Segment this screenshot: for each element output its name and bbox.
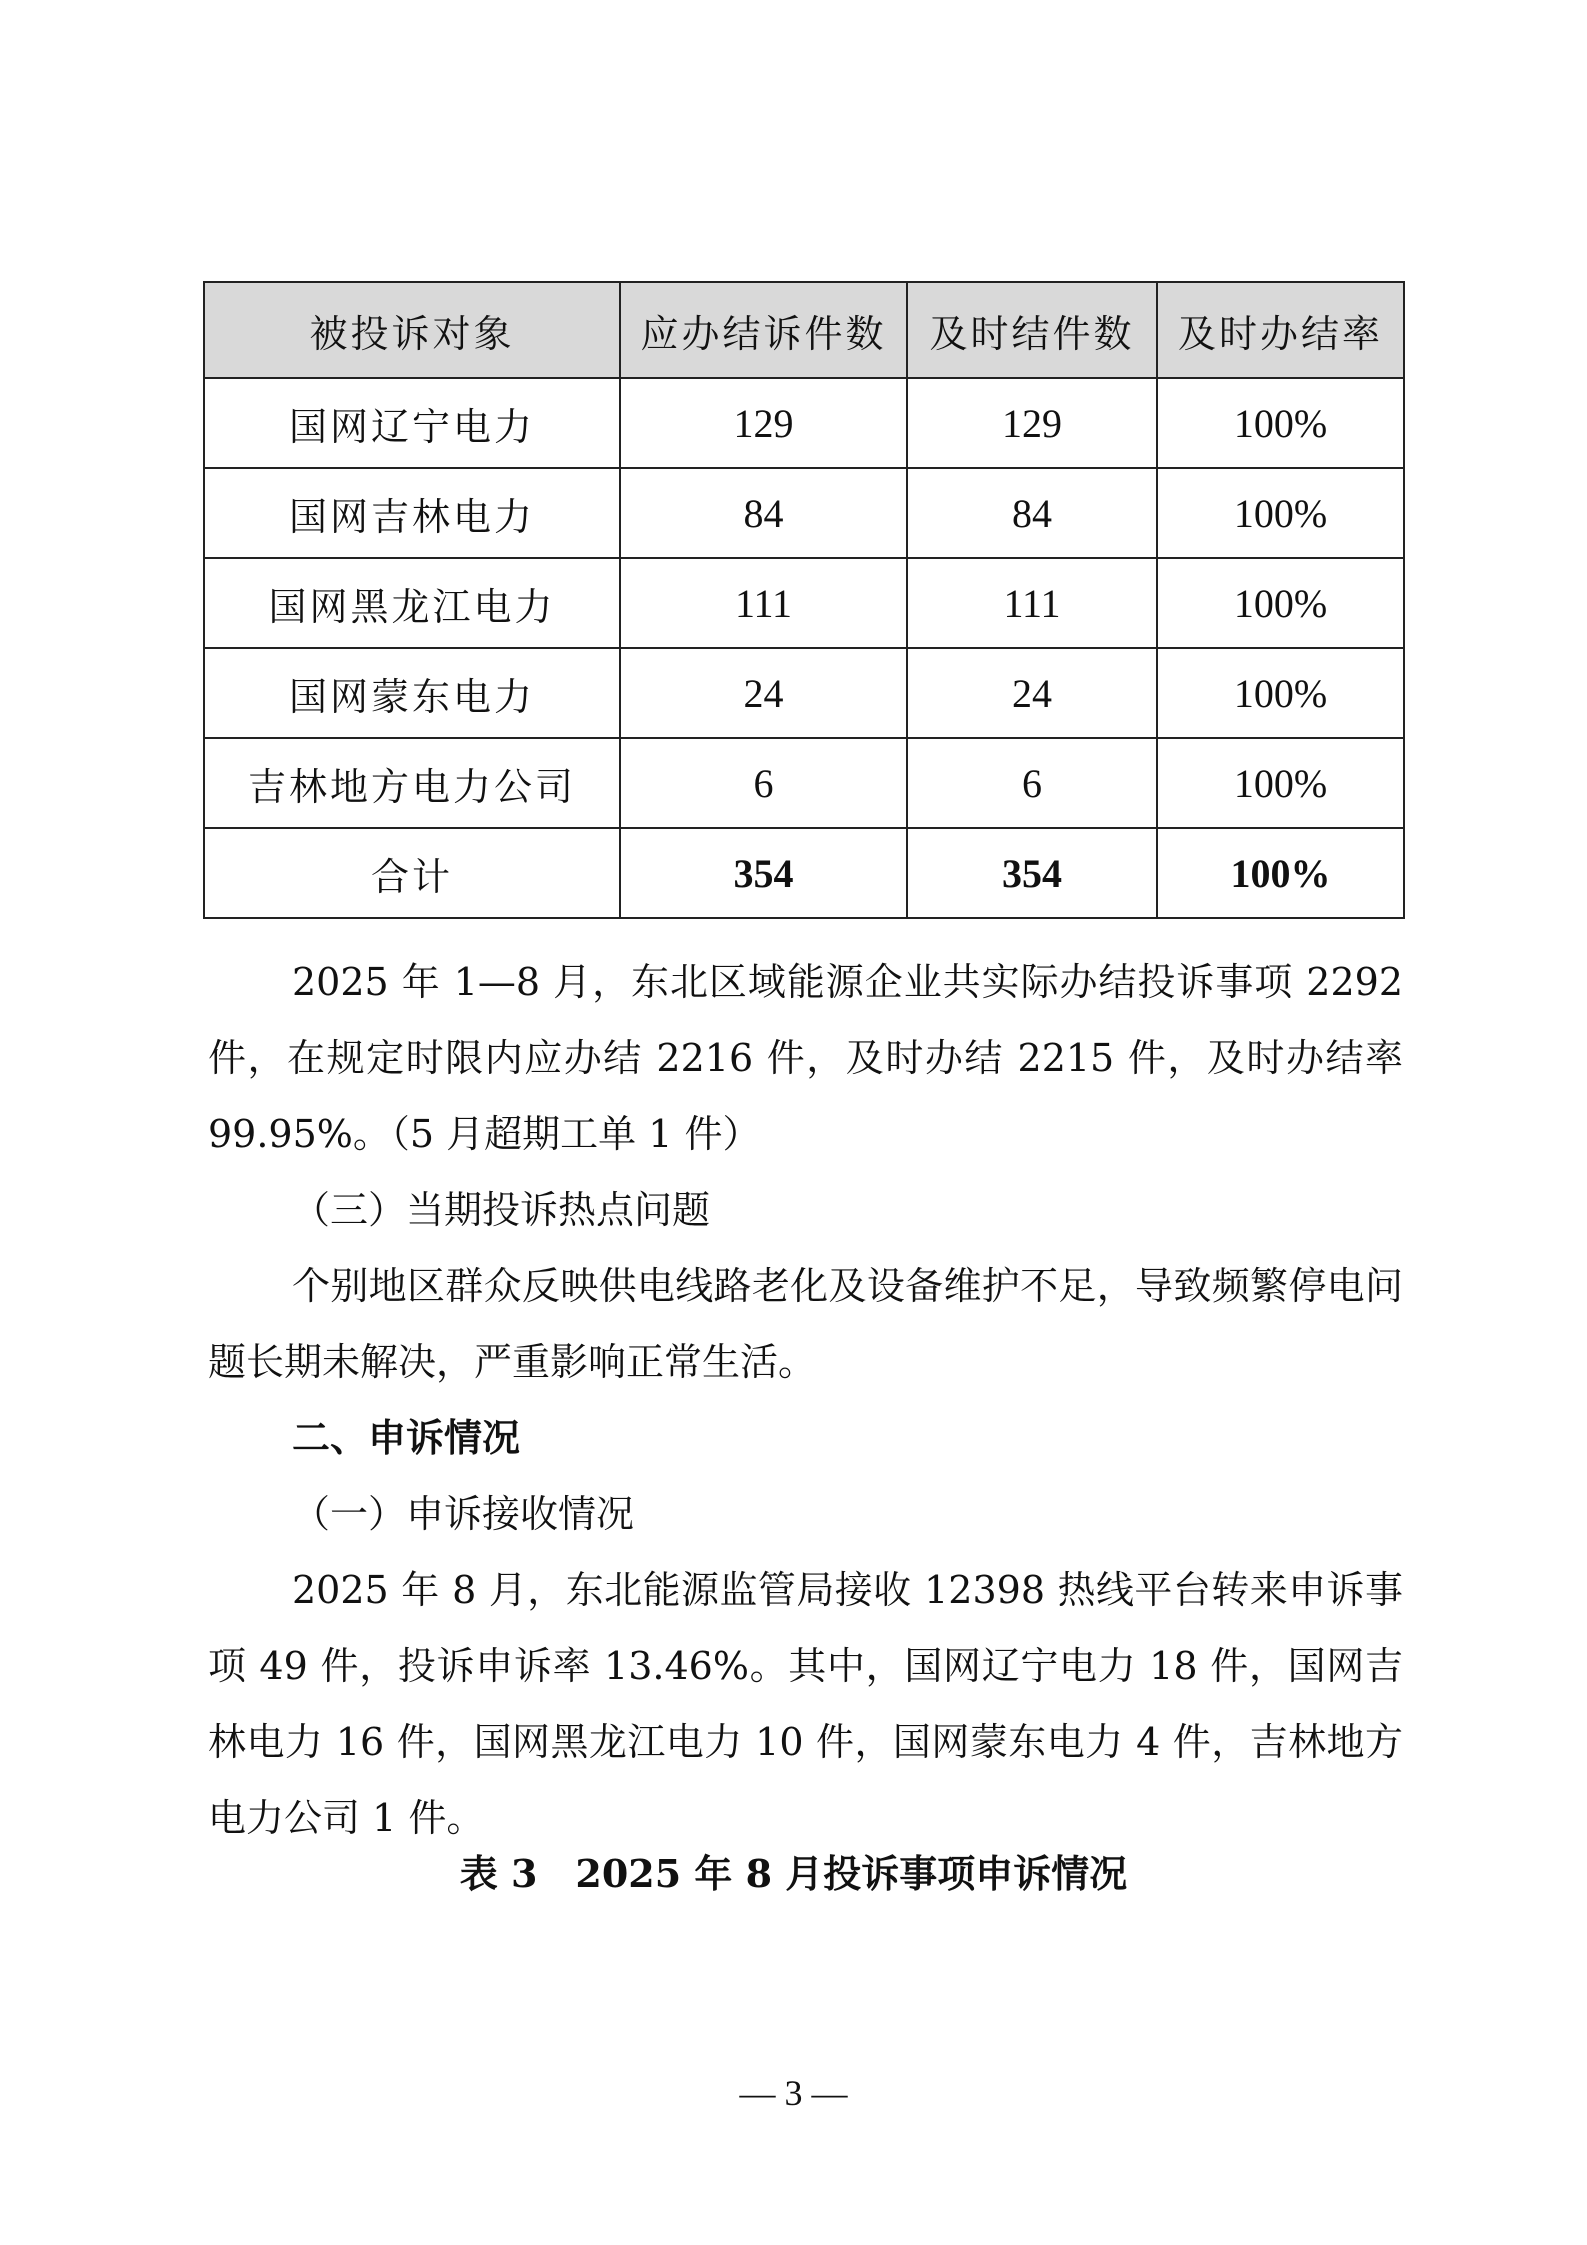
section-heading-appeals: 二、申诉情况	[292, 1415, 521, 1460]
cell-target: 国网吉林电力	[204, 468, 620, 558]
header-due-count: 应办结诉件数	[620, 282, 907, 378]
cell-total-rate: 100%	[1157, 828, 1404, 918]
table-row	[204, 648, 1404, 738]
cell-due: 6	[620, 738, 907, 828]
cell-due: 24	[620, 648, 907, 738]
table-row	[204, 558, 1404, 648]
cell-due: 111	[620, 558, 907, 648]
cell-rate: 100%	[1157, 558, 1404, 648]
header-timely-rate: 及时办结率	[1157, 282, 1404, 378]
table-row	[204, 738, 1404, 828]
cell-total-timely: 354	[907, 828, 1157, 918]
cell-target: 国网黑龙江电力	[204, 558, 620, 648]
table-row	[204, 378, 1404, 468]
subheading-appeal-receipt: （一）申诉接收情况	[292, 1492, 635, 1536]
cell-rate: 100%	[1157, 648, 1404, 738]
section-heading-hotspot: （三）当期投诉热点问题	[292, 1188, 711, 1232]
complaint-resolution-table	[203, 281, 1405, 919]
cell-rate: 100%	[1157, 738, 1404, 828]
header-timely-count: 及时结件数	[907, 282, 1157, 378]
table-row	[204, 468, 1404, 558]
cell-due: 84	[620, 468, 907, 558]
cell-timely: 6	[907, 738, 1157, 828]
cell-target: 国网辽宁电力	[204, 378, 620, 468]
header-complaint-target: 被投诉对象	[204, 282, 620, 378]
cell-total-due: 354	[620, 828, 907, 918]
cell-due: 129	[620, 378, 907, 468]
cell-timely: 24	[907, 648, 1157, 738]
cell-timely: 111	[907, 558, 1157, 648]
cell-rate: 100%	[1157, 378, 1404, 468]
cell-target: 吉林地方电力公司	[204, 738, 620, 828]
summary-paragraph: 2025 年 1—8 月，东北区域能源企业共实际办结投诉事项 2292 件，在规定时限内应办结 2216 件，及时办结 2215 件，及时办结率 99.95%。（5 月超期工单 1 件）	[208, 960, 1403, 1156]
table-header-row	[204, 282, 1404, 378]
hotspot-paragraph: 个别地区群众反映供电线路老化及设备维护不足，导致频繁停电问题长期未解决，严重影响正常生活。	[208, 1264, 1403, 1384]
table-caption: 表 3 2025 年 8 月投诉事项申诉情况	[459, 1851, 1128, 1896]
appeal-paragraph: 2025 年 8 月，东北能源监管局接收 12398 热线平台转来申诉事项 49 件，投诉申诉率 13.46%。其中，国网辽宁电力 18 件，国网吉林电力 16 件，国网黑龙江电力 10 件，国网蒙东电力 4 件，吉林地方电力公司 1 件。	[208, 1568, 1403, 1840]
cell-timely: 84	[907, 468, 1157, 558]
cell-total-label: 合计	[204, 828, 620, 918]
cell-target: 国网蒙东电力	[204, 648, 620, 738]
cell-timely: 129	[907, 378, 1157, 468]
cell-rate: 100%	[1157, 468, 1404, 558]
table-total-row	[204, 828, 1404, 918]
page-number: — 3 —	[739, 2073, 848, 2113]
